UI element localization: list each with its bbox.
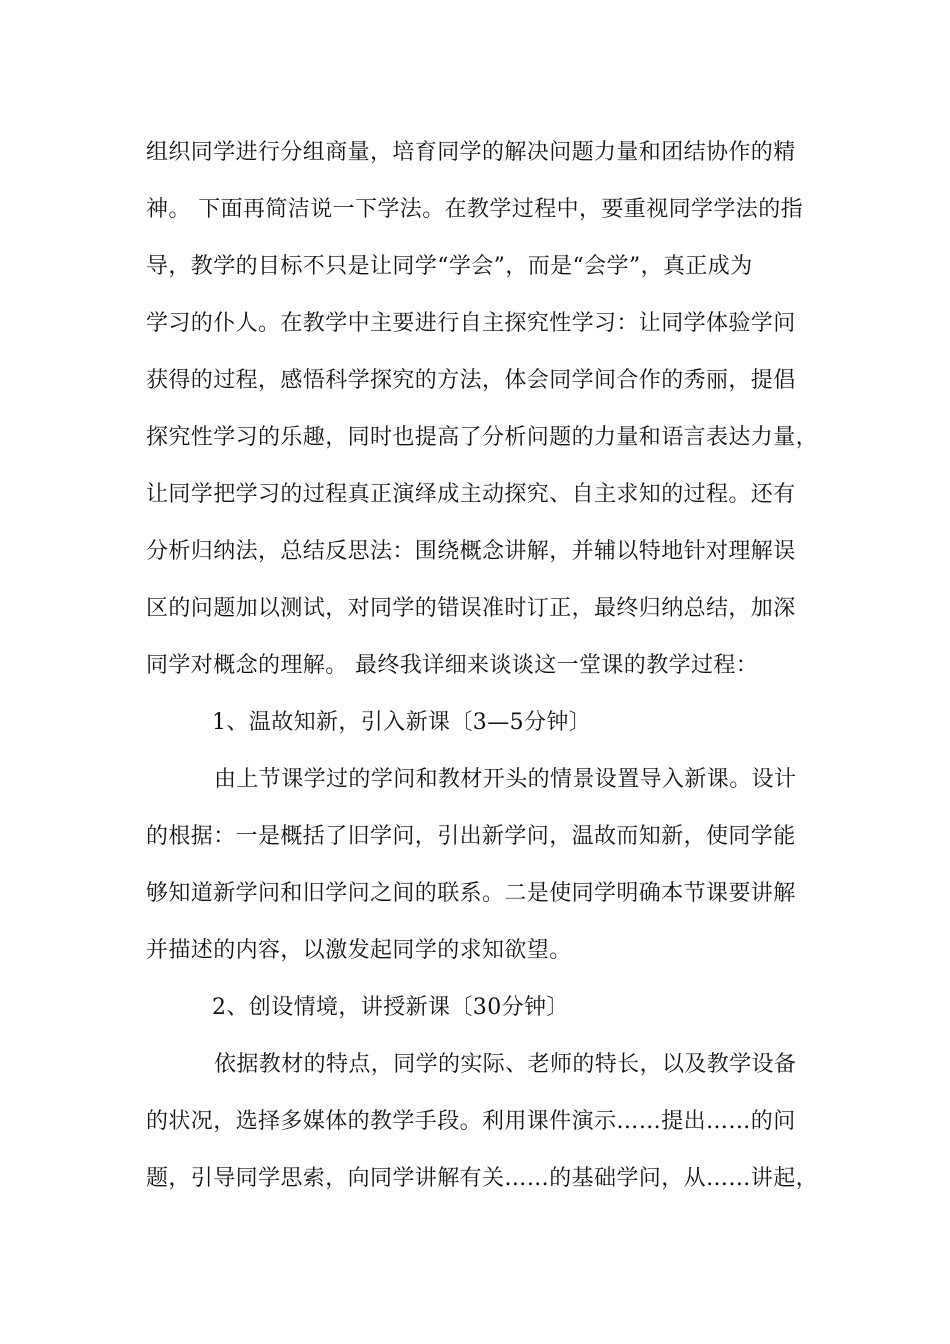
text-line: 让同学把学习的过程真正演绎成主动探究、自主求知的过程。还有 xyxy=(146,482,796,507)
text-line: 并描述的内容，以激发起同学的求知欲望。 xyxy=(146,938,572,963)
text-line: 学习的仆人。在教学中主要进行自主探究性学习：让同学体验学问 xyxy=(146,311,796,336)
text-line: 神。 下面再简洁说一下学法。在教学过程中，要重视同学学法的指 xyxy=(146,197,803,222)
text-line: 导，教学的目标不只是让同学“学会”，而是“会学”，真正成为 xyxy=(146,254,753,279)
text-line: 的状况，选择多媒体的教学手段。利用课件演示……提出……的问 xyxy=(146,1109,796,1134)
text-line: 题，引导同学思索，向同学讲解有关……的基础学问，从……讲起， xyxy=(146,1166,819,1191)
text-line: 探究性学习的乐趣，同时也提高了分析问题的力量和语言表达力量， xyxy=(146,425,819,450)
text-line: 依据教材的特点，同学的实际、老师的特长，以及教学设备 xyxy=(214,1052,797,1077)
section-heading: 2、创设情境，讲授新课〔30分钟〕 xyxy=(212,995,569,1020)
text-line: 区的问题加以测试，对同学的错误准时订正，最终归纳总结，加深 xyxy=(146,596,796,621)
text-line: 的根据：一是概括了旧学问，引出新学问，温故而知新，使同学能 xyxy=(146,824,796,849)
section-heading: 1、温故知新，引入新课〔3—5分钟〕 xyxy=(212,710,592,735)
text-line: 由上节课学过的学问和教材开头的情景设置导入新课。设计 xyxy=(214,767,797,792)
text-line: 分析归纳法，总结反思法：围绕概念讲解，并辅以特地针对理解误 xyxy=(146,539,796,564)
text-line: 同学对概念的理解。 最终我详细来谈谈这一堂课的教学过程： xyxy=(146,653,759,678)
text-line: 获得的过程，感悟科学探究的方法，体会同学间合作的秀丽，提倡 xyxy=(146,368,796,393)
text-line: 组织同学进行分组商量，培育同学的解决问题力量和团结协作的精 xyxy=(146,140,796,165)
text-line: 够知道新学问和旧学问之间的联系。二是使同学明确本节课要讲解 xyxy=(146,881,796,906)
